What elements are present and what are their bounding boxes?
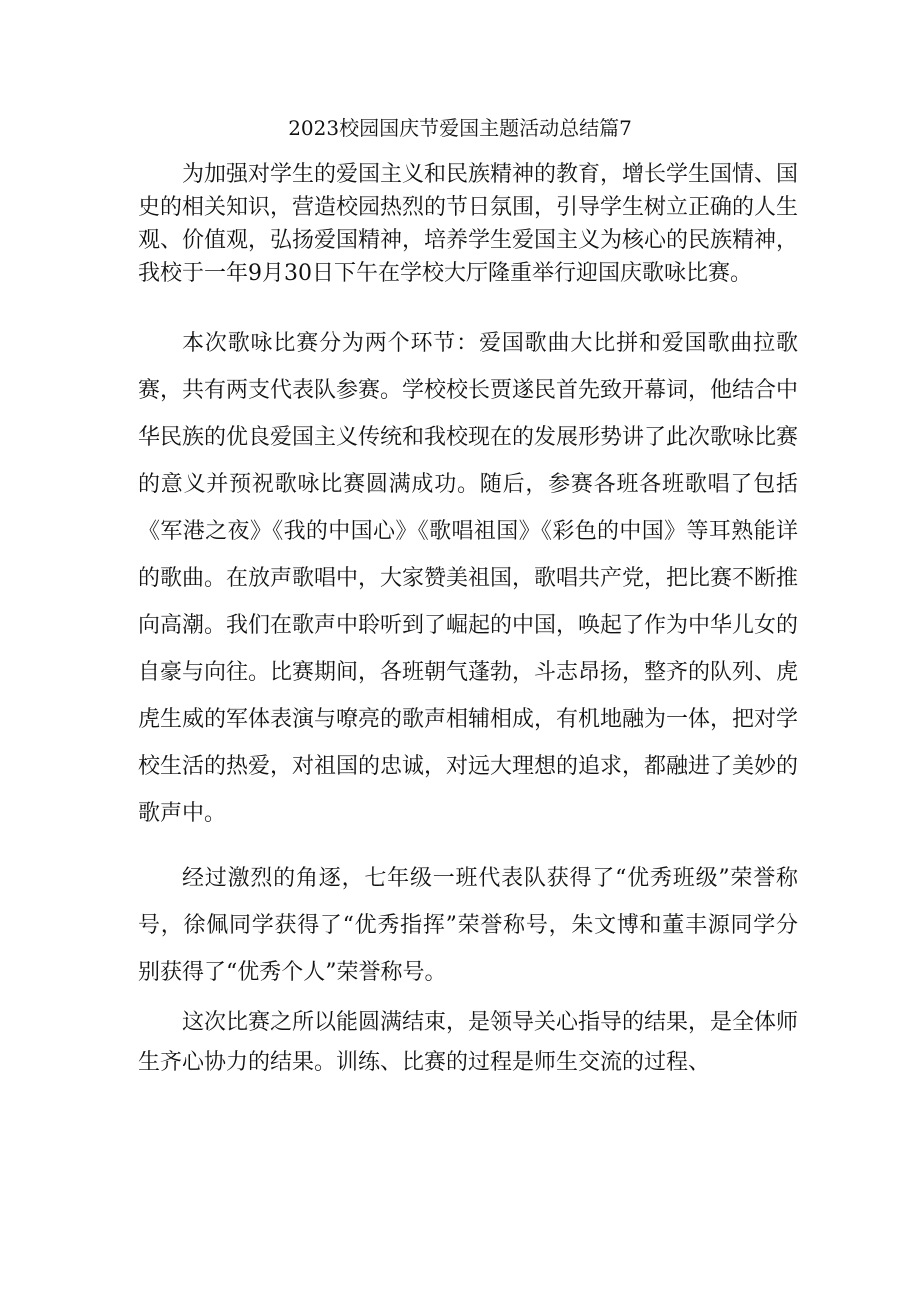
paragraph-conclusion: 这次比赛之所以能圆满结束，是领导关心指导的结果，是全体师生齐心协力的结果。训练、比赛的过程是师生交流的过程、 bbox=[138, 1010, 799, 1075]
document-title: 2023校园国庆节爱国主题活动总结篇7 bbox=[288, 116, 632, 140]
paragraph-competition: 本次歌咏比赛分为两个环节：爱国歌曲大比拼和爱国歌曲拉歌赛，共有两支代表队参赛。学校校长贾遂民首先致开幕词，他结合中华民族的优良爱国主义传统和我校现在的发展形势讲了此次歌咏比赛的意义并预祝歌咏比赛圆满成功。随后，参赛各班各班歌唱了包括《军港之夜》《我的中国心》《歌唱祖国》《彩色的中国》等耳熟能详的歌曲。在放声歌唱中，大家赞美祖国，歌唱共产党，把比赛不断推向高潮。我们在歌声中聆听到了崛起的中国，唤起了作为中华儿女的自豪与向往。比赛期间，各班朝气蓬勃，斗志昂扬，整齐的队列、虎虎生威的军体表演与嘹亮的歌声相辅相成，有机地融为一体，把对学校生活的热爱，对祖国的忠诚，对远大理想的追求，都融进了美妙的歌声中。 bbox=[138, 331, 799, 826]
paragraph-awards: 经过激烈的角逐，七年级一班代表队获得了“优秀班级”荣誉称号，徐佩同学获得了“优秀指挥”荣誉称号，朱文博和董丰源同学分别获得了“优秀个人”荣誉称号。 bbox=[138, 866, 798, 985]
paragraph-intro: 为加强对学生的爱国主义和民族精神的教育，增长学生国情、国史的相关知识，营造校园热烈的节日氛围，引导学生树立正确的人生观、价值观，弘扬爱国精神，培养学生爱国主义为核心的民族精神，我校于一年9月30日下午在学校大厅隆重举行迎国庆歌咏比赛。 bbox=[138, 162, 799, 286]
